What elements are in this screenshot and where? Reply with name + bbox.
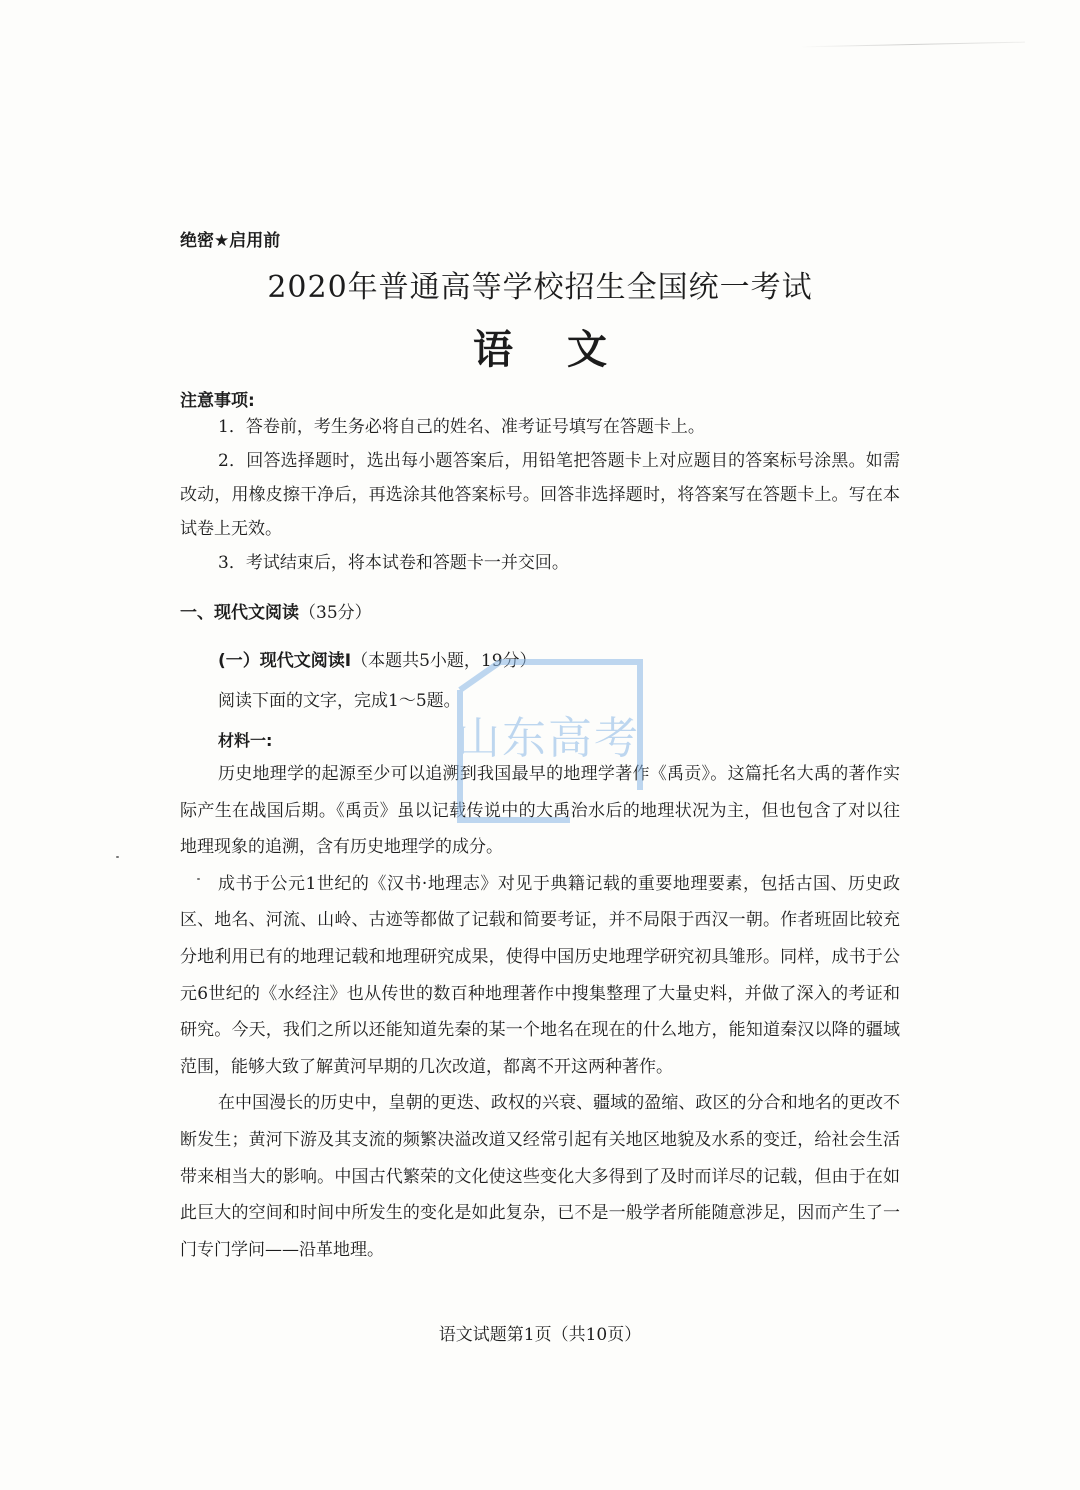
material-label: 材料一: (218, 731, 273, 750)
sub-section-title: (一）现代文阅读Ⅰ (218, 651, 352, 671)
notice-item: 3．考试结束后，将本试卷和答题卡一并交回。 (218, 553, 569, 573)
notice-item: 1．答卷前，考生务必将自己的姓名、准考证号填写在答题卡上。 (218, 417, 705, 437)
subject-title: 语文 (473, 327, 661, 373)
notice-item: 2．回答选择题时，选出每小题答案后，用铅笔把答题卡上对应题目的答案标号涂黑。如需改动，用橡皮擦干净后，再选涂其他答案标号。回答非选择题时，将答案写在答题卡上。写在本试卷上无效。 (180, 451, 900, 539)
watermark-text: 山东高考 (456, 713, 640, 764)
page-footer: 语文试题第1页（共10页） (438, 1325, 642, 1345)
passage-paragraph: 在中国漫长的历史中，皇朝的更迭、政权的兴衰、疆域的盈缩、政区的分合和地名的更改不断发生；黄河下游及其支流的频繁决溢改道又经常引起有关地区地貌及水系的变迁，给社会生活带来相当大的影响。中国古代繁荣的文化使这些变化大多得到了及时而详尽的记载，但由于在如此巨大的空间和时间中所发生的变化是如此复杂，已不是一般学者所能随意涉足，因而产生了一门专门学问——沿革地理。 (180, 1093, 900, 1260)
sub-section-heading (218, 646, 537, 671)
secret-label: 绝密★启用前 (180, 231, 281, 251)
scan-artifact-line (800, 42, 1025, 48)
passage-paragraph: 成书于公元1世纪的《汉书·地理志》对见于典籍记载的重要地理要素，包括古国、历史政区、地名、河流、山岭、古迹等都做了记载和简要考证，并不局限于西汉一朝。作者班固比较充分地利用已有的地理记载和地理研究成果，使得中国历史地理学研究初具雏形。同样，成书于公元6世纪的《水经注》也从传世的数百种地理著作中搜集整理了大量史料，并做了深入的考证和研究。今天，我们之所以还能知道先秦的某一个地名在现在的什么地方，能知道秦汉以降的疆域范围，能够大致了解黄河早期的几次改道，都离不开这两种著作。 (180, 873, 900, 1077)
section-title: 一、现代文阅读 (180, 603, 299, 623)
passage-paragraph: 历史地理学的起源至少可以追溯到我国最早的地理学著作《禹贡》。这篇托名大禹的著作实际产生在战国后期。《禹贡》虽以记载传说中的大禹治水后的地理状况为主，但也包含了对以往地理现象的追溯，含有历史地理学的成分。 (180, 764, 900, 858)
section-heading (180, 598, 372, 623)
notice-list (180, 410, 900, 580)
notice-heading: 注意事项: (180, 391, 255, 411)
reading-instruction: 阅读下面的文字，完成1～5题。 (218, 691, 461, 711)
reading-passage (180, 756, 900, 1268)
sub-section-detail: （本题共5小题，19分） (351, 651, 537, 671)
scan-speck (116, 856, 119, 858)
section-score: （35分） (299, 603, 372, 623)
exam-title: 2020年普通高等学校招生全国统一考试 (267, 270, 813, 305)
